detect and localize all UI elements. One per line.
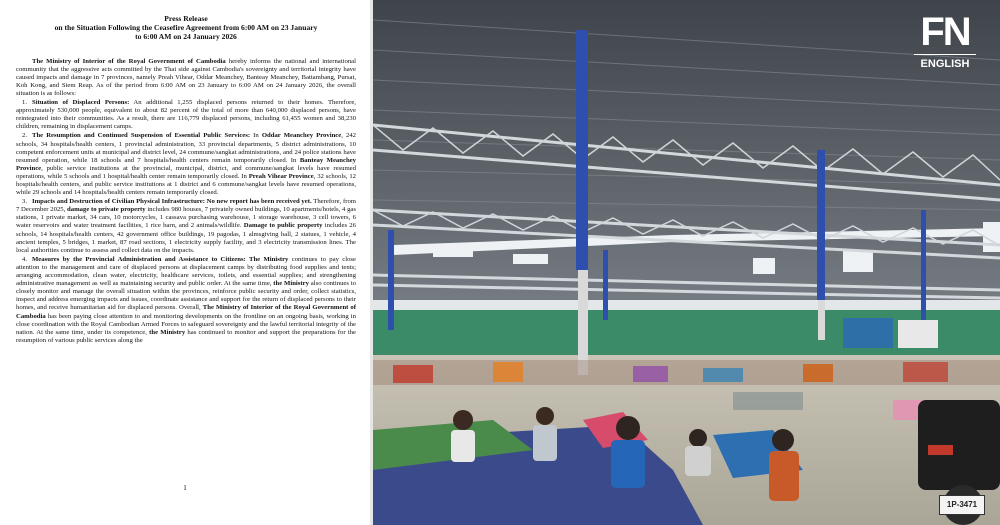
section-3-text-1: Therefore, from 7 December 2025, (16, 198, 356, 214)
section-2-location-3: Preah Vihear Province (248, 172, 314, 180)
displacement-camp-photo (373, 0, 1000, 525)
section-2-heading: The Resumption and Continued Suspension of Essential Public Services: (32, 132, 251, 140)
camp-hall-illustration (373, 0, 1000, 525)
title-line-1: Press Release (164, 14, 208, 23)
section-1 (16, 99, 356, 131)
title-line-2: on the Situation Following the Ceasefire Agreement from 6:00 AM on 23 January (54, 23, 318, 33)
section-3 (16, 198, 356, 255)
section-4-ministry-full: The Ministry of Interior of the Royal Government of Cambodia (16, 304, 357, 320)
section-3-heading: Impacts and Destruction of Civilian Physical Infrastructure: No new report has been received yet. (32, 198, 312, 206)
section-2-text-3: , 32 schools, 12 hospitals/health centers, and public service institutions at 1 district and 6 commune/sangkat levels have resumed operations, while 29 schools and 14 hospitals/health centers remain temporarily closed. (16, 172, 357, 197)
wall-band (373, 300, 1000, 310)
section-4-text-2: also continues to closely monitor and manage the overall situation within the provinces, reinforce public security and order, collect statistics, inspect and address emerging impacts and issues, coordinate assistance and support for the return of displaced persons to their homes, and receive humanitarian aid for displaced persons. Overall, (16, 280, 357, 312)
page-number: 1 (183, 484, 187, 492)
fn-english-logo (914, 12, 976, 70)
section-3-text-3: includes 26 schools, 14 hospitals/health centers, 42 government office buildings, 19 pagodas, 1 almsgiving hall, 2 statues, 1 vehicle, 4 ancient temples, 5 bridges, 1 market, 87 road sections, 1 electricity supply facility, and 3 electricity transmission lines. The local authorities continue to assess and collect data on the impacts. (16, 222, 356, 254)
section-2 (16, 132, 356, 197)
section-2-text-1: , 242 schools, 34 hospitals/health centers, 1 provincial administration, 33 provincial departments, 5 district administrations, 10 competent enforcement units at municipal and district level, 24 commune/sangkat administrations, and 24 police stations have resumed operation, while 18 schools and 7 hospitals/health centers remain temporarily closed. In (16, 132, 357, 164)
section-3-public-damage: Damage to public property (243, 222, 323, 230)
press-release-document (0, 0, 370, 525)
wall-banner (843, 318, 893, 348)
intro-lead: The Ministry of Interior of the Royal Government of Cambodia (32, 57, 226, 65)
section-2-number: 2. (22, 132, 28, 140)
section-1-number: 1. (22, 99, 28, 107)
section-4-text-4: has continued to monitor and support the preparations for the resumption of various public services along the (16, 328, 356, 344)
wall-sign (898, 320, 938, 348)
section-1-text: An additional 1,255 displaced persons returned to their homes. Therefore, approximately 530,000 people, equivalent to about 82 percent of the total of more than 640,000 displaced persons, have reintegrated into their communities. As a result, there are 116,779 displaced persons, including 61,455 women and 38,230 children, remaining in displacement camps. (16, 99, 356, 131)
section-2-location-1: Oddar Meanchey Province (261, 132, 342, 140)
intro-paragraph (16, 58, 356, 98)
title-line-3: to 6:00 AM on 24 January 2026 (135, 32, 237, 42)
section-4-number: 4. (22, 255, 28, 263)
section-4-ministry-2: the Ministry (149, 328, 186, 336)
section-4-ministry-1: the Ministry (273, 280, 309, 288)
document-title (16, 14, 356, 42)
license-plate: 1P-3471 (939, 495, 985, 515)
section-2-connector: In (250, 132, 262, 140)
section-4-text-1: continues to pay close attention to the management and care of displaced persons at displacement camps by distributing food supplies and tents; arranging accommodation, clean water, electricity, healthcare services, toilets, and essential supplies; and strengthening administrative management as well as maintaining security and public order. At the same time, (16, 255, 357, 288)
roof (373, 0, 1000, 330)
section-1-heading: Situation of Displaced Persons: (32, 99, 130, 107)
logo-subtitle: ENGLISH (914, 54, 976, 70)
section-2-text-2: , public service institutions at the provincial, municipal, district, and commune/sangkat levels have resumed operations, while 5 schools and 1 hospital/health center remain temporarily closed. In (16, 164, 356, 180)
section-3-private-damage: damage to private property (67, 206, 146, 214)
section-3-text-2: includes 980 houses, 7 privately owned buildings, 10 apartments/hotels, 4 gas stations, 1 private market, 34 cars, 10 motorcycles, 1 cassava purchasing warehouse, 1 storage warehouse, 3 cell towers, 6 water reservoirs and water treatment facilities, 1 rice barn, and 2 animals/wildlife. (16, 206, 356, 230)
section-4-text-3: has been paying close attention to and monitoring developments on the frontline on an ongoing basis, working in close coordination with the Royal Cambodian Armed Forces to safeguard sovereignty and the lawful territorial integrity of the nation. At the same time, under its competence, (16, 312, 356, 336)
section-2-location-2: Banteay Meanchey Province (16, 156, 356, 172)
intro-text: hereby informs the national and international community that the aggressive acts committed by the Thai side against Cambodia's sovereignty and territorial integrity have caused impacts and damage in 7 provinces, namely Preah Vihear, Oddar Meanchey, Banteay Meanchey, Battambang, Pursat, Koh Kong, and Siem Reap. As of the period from 6:00 AM on 23 January to 6:00 AM on 24 January 2026, the overall situation is as follows: (16, 57, 356, 97)
section-3-number: 3. (22, 198, 28, 206)
logo-mark: FN (920, 10, 970, 54)
section-4-heading: Measures by the Provincial Administration and Assistance to Citizens: The Ministry (32, 255, 289, 263)
section-4 (16, 256, 356, 345)
